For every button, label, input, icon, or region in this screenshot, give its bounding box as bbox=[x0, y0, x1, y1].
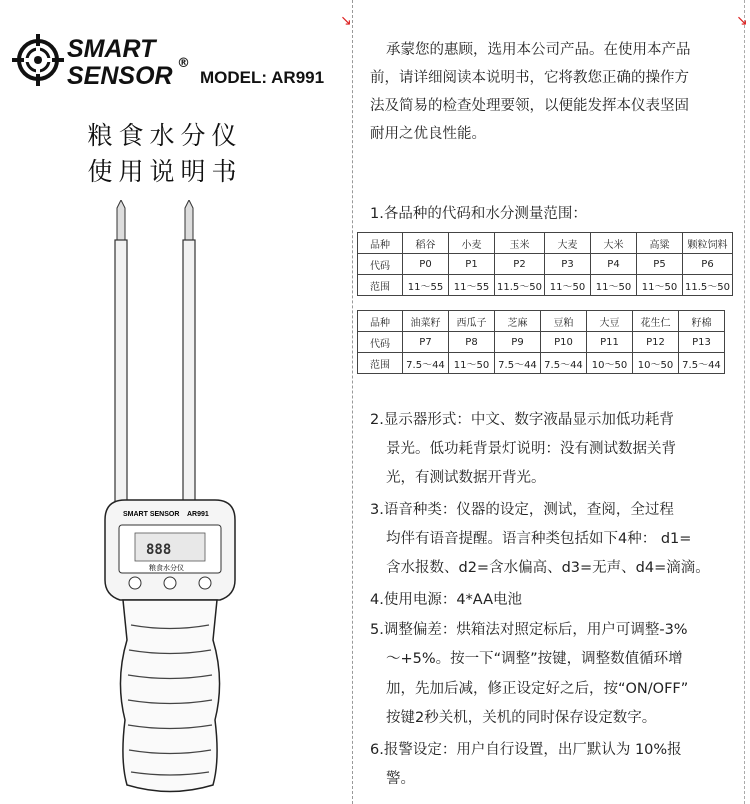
table-cell: 范围 bbox=[358, 275, 403, 296]
target-crosshair-icon bbox=[12, 34, 64, 86]
table-cell: 颗粒饲料 bbox=[683, 233, 733, 254]
table-cell: 稻谷 bbox=[403, 233, 449, 254]
device-brand: SMART SENSOR bbox=[123, 511, 180, 518]
table-cell: 11～50 bbox=[637, 275, 683, 296]
table-cell: 大米 bbox=[591, 233, 637, 254]
section3-line: 3.语音种类：仪器的设定，测试，查阅，全过程 bbox=[370, 502, 674, 518]
table-cell: 11～50 bbox=[449, 353, 495, 374]
table-cell: 代码 bbox=[358, 254, 403, 275]
cover-panel bbox=[0, 0, 352, 804]
corner-mark-icon: ↘ bbox=[340, 13, 352, 29]
section5-line: 5.调整偏差：烘箱法对照定标后，用户可调整-3% bbox=[370, 622, 688, 638]
section6-line: 警。 bbox=[386, 771, 415, 787]
brand-name bbox=[67, 36, 173, 90]
table-cell: 大麦 bbox=[545, 233, 591, 254]
table-cell: P10 bbox=[541, 332, 587, 353]
section5-line: 加，先加后减，修正设定好之后，按“ON/OFF” bbox=[386, 681, 689, 697]
section3-line: 含水报数、d2=含水偏高、d3=无声、d4=滴滴。 bbox=[386, 560, 710, 576]
oilseed-code-table bbox=[357, 310, 725, 374]
section2-line: 光，有测试数据开背光。 bbox=[386, 470, 546, 486]
corner-mark-icon: ↘ bbox=[736, 13, 748, 29]
panel-divider bbox=[352, 0, 353, 804]
table-cell: P7 bbox=[403, 332, 449, 353]
brand-line1: SMART bbox=[67, 35, 156, 63]
table-cell: 芝麻 bbox=[495, 311, 541, 332]
table-cell: P1 bbox=[449, 254, 495, 275]
section5-line: 按键2秒关机，关机的同时保存设定数字。 bbox=[386, 710, 657, 726]
model-number: MODEL: AR991 bbox=[200, 68, 325, 87]
table-cell: P12 bbox=[633, 332, 679, 353]
device-label: 粮食水分仪 bbox=[149, 564, 184, 572]
table-cell: 11～50 bbox=[591, 275, 637, 296]
intro-line: 耐用之优良性能。 bbox=[370, 126, 486, 142]
registered-mark: ® bbox=[177, 56, 190, 71]
section1-title: 1.各品种的代码和水分测量范围： bbox=[370, 206, 587, 222]
table-cell: 籽棉 bbox=[679, 311, 725, 332]
table-cell: P9 bbox=[495, 332, 541, 353]
table-cell: P8 bbox=[449, 332, 495, 353]
section6-line: 6.报警设定：用户自行设置，出厂默认为 10%报 bbox=[370, 742, 682, 758]
title-line2: 使用说明书 bbox=[87, 157, 243, 186]
table-cell: 11～55 bbox=[449, 275, 495, 296]
table-cell: 7.5～44 bbox=[679, 353, 725, 374]
table-row bbox=[358, 311, 725, 332]
device-display: 888 bbox=[146, 542, 172, 558]
table-cell: 品种 bbox=[358, 311, 403, 332]
table-cell: P2 bbox=[495, 254, 545, 275]
table-row bbox=[358, 233, 733, 254]
table-cell: 玉米 bbox=[495, 233, 545, 254]
table-cell: 油菜籽 bbox=[403, 311, 449, 332]
table-cell: 10～50 bbox=[587, 353, 633, 374]
table-cell: 7.5～44 bbox=[541, 353, 587, 374]
title-line1: 粮食水分仪 bbox=[87, 121, 243, 150]
table-cell: P6 bbox=[683, 254, 733, 275]
section4-line: 4.使用电源：4*AA电池 bbox=[370, 592, 523, 608]
table-cell: 11.5～50 bbox=[683, 275, 733, 296]
intro-line: 承蒙您的惠顾，选用本公司产品。在使用本产品 bbox=[386, 42, 691, 58]
table-cell: 西瓜子 bbox=[449, 311, 495, 332]
table-cell: 代码 bbox=[358, 332, 403, 353]
table-cell: P13 bbox=[679, 332, 725, 353]
table-cell: 高粱 bbox=[637, 233, 683, 254]
brand-line2: SENSOR bbox=[67, 62, 173, 90]
table-cell: 7.5～44 bbox=[403, 353, 449, 374]
table-cell: 11.5～50 bbox=[495, 275, 545, 296]
section2-line: 2.显示器形式：中文、数字液晶显示加低功耗背 bbox=[370, 412, 674, 428]
moisture-meter-illustration bbox=[95, 200, 245, 800]
table-cell: 豆粕 bbox=[541, 311, 587, 332]
table-row bbox=[358, 254, 733, 275]
table-row bbox=[358, 332, 725, 353]
table-cell: P5 bbox=[637, 254, 683, 275]
table-cell: 范围 bbox=[358, 353, 403, 374]
grain-code-table bbox=[357, 232, 733, 296]
table-row bbox=[358, 353, 725, 374]
intro-line: 前，请详细阅读本说明书，它将教您正确的操作方 bbox=[370, 70, 689, 86]
table-cell: 10～50 bbox=[633, 353, 679, 374]
device-model: AR991 bbox=[187, 511, 209, 518]
right-edge-line bbox=[744, 0, 745, 804]
table-cell: 小麦 bbox=[449, 233, 495, 254]
table-cell: 品种 bbox=[358, 233, 403, 254]
brand-logo bbox=[12, 30, 352, 100]
table-cell: 大豆 bbox=[587, 311, 633, 332]
section2-line: 景光。低功耗背景灯说明：没有测试数据关背 bbox=[386, 441, 676, 457]
section3-line: 均伴有语音提醒。语言种类包括如下4种： d1= bbox=[386, 531, 692, 547]
section5-line: ～+5%。按一下“调整”按键，调整数值循环增 bbox=[386, 651, 683, 667]
table-cell: 7.5～44 bbox=[495, 353, 541, 374]
table-cell: 11～55 bbox=[403, 275, 449, 296]
intro-line: 法及简易的检查处理要领，以便能发挥本仪表坚固 bbox=[370, 98, 689, 114]
table-row bbox=[358, 275, 733, 296]
table-cell: 花生仁 bbox=[633, 311, 679, 332]
table-cell: P4 bbox=[591, 254, 637, 275]
table-cell: P0 bbox=[403, 254, 449, 275]
table-cell: 11～50 bbox=[545, 275, 591, 296]
table-cell: P11 bbox=[587, 332, 633, 353]
table-cell: P3 bbox=[545, 254, 591, 275]
